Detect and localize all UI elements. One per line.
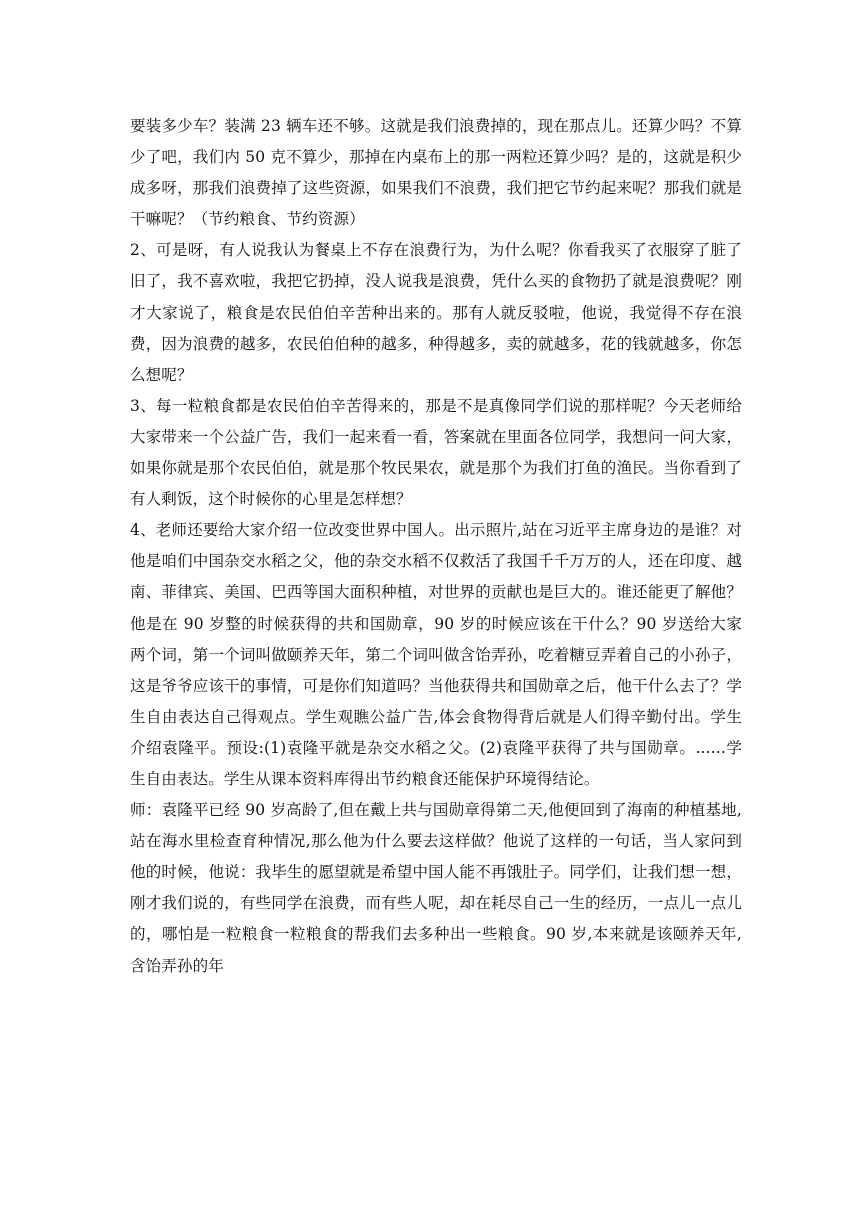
- document-body: [130, 111, 742, 982]
- paragraph-teacher: 师：袁隆平已经 90 岁高龄了,但在戴上共与国勋章得第二天,他便回到了海南的种植基地,站在海水里检查育种情况,那么他为什么要去这样做？他说了这样的一句话，当人家问到他的时候，他说：我毕生的愿望就是希望中国人能不再饿肚子。同学们，让我们想一想，刚才我们说的，有些同学在浪费，而有些人呢，却在耗尽自己一生的经历，一点儿一点儿的，哪怕是一粒粮食一粒粮食的帮我们去多种出一些粮食。90 岁,本来就是该颐养天年,含饴弄孙的年: [130, 801, 742, 975]
- paragraph-item-2: 2、可是呀，有人说我认为餐桌上不存在浪费行为，为什么呢？你看我买了衣服穿了脏了旧了，我不喜欢啦，我把它扔掉，没人说我是浪费，凭什么买的食物扔了就是浪费呢？刚才大家说了，粮食是农民伯伯辛苦种出来的。那有人就反驳啦，他说，我觉得不存在浪费，因为浪费的越多，农民伯伯种的越多，种得越多，卖的就越多，花的钱就越多，你怎么想呢？: [130, 241, 742, 384]
- paragraph-item-4: 4、老师还要给大家介绍一位改变世界中国人。出示照片,站在习近平主席身边的是谁？对他是咱们中国杂交水稻之父，他的杂交水稻不仅救活了我国千千万万的人，还在印度、越南、菲律宾、美国、巴西等国大面积种植，对世界的贡献也是巨大的。谁还能更了解他？他是在 90 岁整的时候获得的共和国勋章，90 岁的时候应该在干什么？90 岁送给大家两个词，第一个词叫做颐养天年，第二个词叫做含饴弄孙，吃着糖豆弄着自己的小孙子，这是爷爷应该干的事情，可是你们知道吗？当他获得共和国勋章之后，他干什么去了？学生自由表达自己得观点。学生观瞧公益广告,体会食物得背后就是人们得辛勤付出。学生介绍袁隆平。预设:(1)袁隆平就是杂交水稻之父。(2)袁隆平获得了共与国勋章。......学生自由表达。学生从课本资料库得出节约粮食还能保护环境得结论。: [130, 521, 742, 788]
- paragraph-continuation: 要装多少车？装满 23 辆车还不够。这就是我们浪费掉的，现在那点儿。还算少吗？不算少了吧，我们内 50 克不算少，那掉在内桌布上的那一两粒还算少吗？是的，这就是积少成多呀，那我们浪费掉了这些资源，如果我们不浪费，我们把它节约起来呢？那我们就是干嘛呢？（节约粮食、节约资源）: [130, 117, 742, 229]
- paragraph-item-3: 3、每一粒粮食都是农民伯伯辛苦得来的，那是不是真像同学们说的那样呢？今天老师给大家带来一个公益广告，我们一起来看一看，答案就在里面各位同学，我想问一问大家，如果你就是那个农民伯伯，就是那个牧民果农，就是那个为我们打鱼的渔民。当你看到了有人剩饭，这个时候你的心里是怎样想？: [130, 396, 742, 509]
